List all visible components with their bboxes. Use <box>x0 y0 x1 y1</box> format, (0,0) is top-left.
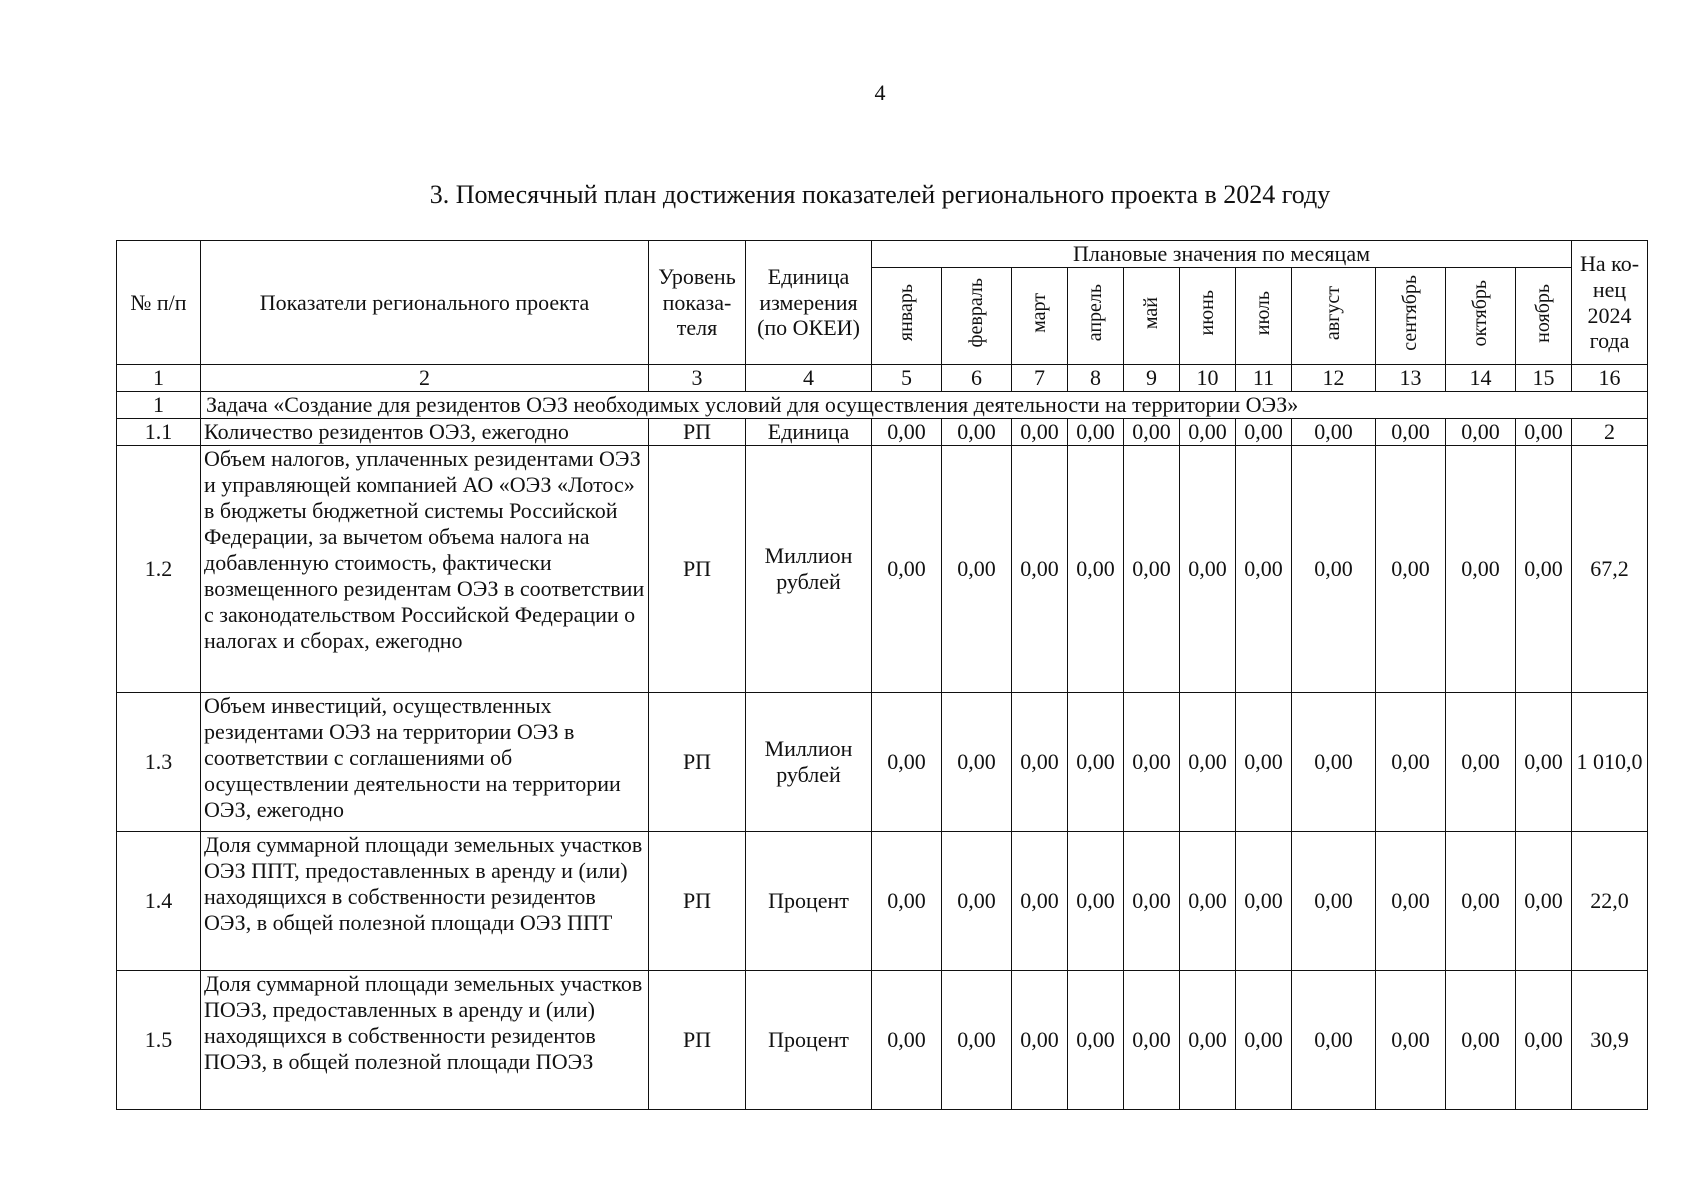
month-value: 0,00 <box>1012 971 1068 1110</box>
column-number: 2 <box>201 365 649 392</box>
indicator-level: РП <box>649 446 746 693</box>
month-value: 0,00 <box>1516 446 1572 693</box>
month-value: 0,00 <box>1236 419 1292 446</box>
indicator-unit: Процент <box>746 832 872 971</box>
month-value: 0,00 <box>1292 971 1376 1110</box>
month-value: 0,00 <box>872 832 942 971</box>
indicator-unit: Миллион рублей <box>746 446 872 693</box>
task-row <box>117 392 1648 419</box>
table-row <box>117 446 1648 693</box>
indicator-unit: Процент <box>746 971 872 1110</box>
column-number: 10 <box>1180 365 1236 392</box>
month-value: 0,00 <box>1446 832 1516 971</box>
month-value: 0,00 <box>1180 693 1236 832</box>
month-value: 0,00 <box>942 971 1012 1110</box>
month-value: 0,00 <box>1516 419 1572 446</box>
task-num: 1 <box>117 392 201 419</box>
indicator-name: Объем налогов, уплаченных резидентами ОЭЗ и управляющей компанией АО «ОЭЗ «Лотос» в бюджеты бюджетной системы Российской Федерации, за вычетом объема налога на добавленную стоимость, фактически возмещенного резидентам ОЭЗ в соответствии с законодательством Российской Федерации о налогах и сборах, ежегодно <box>201 446 649 693</box>
indicator-level: РП <box>649 693 746 832</box>
column-number: 11 <box>1236 365 1292 392</box>
header-end-of-year: На ко-нец 2024 года <box>1572 241 1648 365</box>
month-value: 0,00 <box>1124 971 1180 1110</box>
column-number: 4 <box>746 365 872 392</box>
month-header: февраль <box>942 268 1012 365</box>
end-of-year-value: 67,2 <box>1572 446 1648 693</box>
column-number: 6 <box>942 365 1012 392</box>
month-value: 0,00 <box>1376 693 1446 832</box>
month-value: 0,00 <box>1236 832 1292 971</box>
month-header: октябрь <box>1446 268 1516 365</box>
month-value: 0,00 <box>1180 971 1236 1110</box>
month-value: 0,00 <box>1236 971 1292 1110</box>
indicator-name: Объем инвестиций, осуществленных резидентами ОЭЗ на территории ОЭЗ в соответствии с соглашениями об осуществлении деятельности на территории ОЭЗ, ежегодно <box>201 693 649 832</box>
month-value: 0,00 <box>1376 832 1446 971</box>
month-value: 0,00 <box>1068 446 1124 693</box>
month-value: 0,00 <box>1068 971 1124 1110</box>
row-num: 1.2 <box>117 446 201 693</box>
month-value: 0,00 <box>1124 832 1180 971</box>
month-value: 0,00 <box>1012 446 1068 693</box>
row-num: 1.5 <box>117 971 201 1110</box>
month-header: май <box>1124 268 1180 365</box>
header-level: Уровень показа-теля <box>649 241 746 365</box>
month-value: 0,00 <box>1446 971 1516 1110</box>
indicator-name: Количество резидентов ОЭЗ, ежегодно <box>201 419 649 446</box>
month-header: сентябрь <box>1376 268 1446 365</box>
row-num: 1.1 <box>117 419 201 446</box>
end-of-year-value: 2 <box>1572 419 1648 446</box>
column-number: 8 <box>1068 365 1124 392</box>
month-value: 0,00 <box>1292 832 1376 971</box>
month-value: 0,00 <box>1180 832 1236 971</box>
column-number: 16 <box>1572 365 1648 392</box>
column-number: 14 <box>1446 365 1516 392</box>
month-value: 0,00 <box>1068 693 1124 832</box>
page-title: 3. Помесячный план достижения показателей регионального проекта в 2024 году <box>429 180 1331 209</box>
column-number-row <box>117 365 1648 392</box>
month-value: 0,00 <box>872 693 942 832</box>
month-value: 0,00 <box>1180 419 1236 446</box>
end-of-year-value: 1 010,0 <box>1572 693 1648 832</box>
indicator-level: РП <box>649 832 746 971</box>
column-number: 9 <box>1124 365 1180 392</box>
column-number: 15 <box>1516 365 1572 392</box>
column-number: 5 <box>872 365 942 392</box>
header-plan-group: Плановые значения по месяцам <box>872 241 1572 268</box>
indicator-level: РП <box>649 971 746 1110</box>
month-value: 0,00 <box>1012 419 1068 446</box>
month-value: 0,00 <box>1124 693 1180 832</box>
column-number: 7 <box>1012 365 1068 392</box>
table-row <box>117 971 1648 1110</box>
month-value: 0,00 <box>1068 419 1124 446</box>
month-value: 0,00 <box>872 419 942 446</box>
indicator-unit: Единица <box>746 419 872 446</box>
month-header: апрель <box>1068 268 1124 365</box>
month-value: 0,00 <box>872 446 942 693</box>
month-value: 0,00 <box>1012 693 1068 832</box>
task-text: Задача «Создание для резидентов ОЭЗ необходимых условий для осуществления деятельности на территории ОЭЗ» <box>201 392 1648 419</box>
row-num: 1.3 <box>117 693 201 832</box>
month-header: июнь <box>1180 268 1236 365</box>
month-value: 0,00 <box>1376 971 1446 1110</box>
header-num: № п/п <box>117 241 201 365</box>
month-value: 0,00 <box>1292 446 1376 693</box>
row-num: 1.4 <box>117 832 201 971</box>
month-header: январь <box>872 268 942 365</box>
month-value: 0,00 <box>942 446 1012 693</box>
month-value: 0,00 <box>872 971 942 1110</box>
month-value: 0,00 <box>942 419 1012 446</box>
month-value: 0,00 <box>1124 419 1180 446</box>
indicator-unit: Миллион рублей <box>746 693 872 832</box>
month-value: 0,00 <box>1446 419 1516 446</box>
month-value: 0,00 <box>1292 419 1376 446</box>
month-value: 0,00 <box>1376 419 1446 446</box>
page-number: 4 <box>874 80 886 105</box>
month-value: 0,00 <box>1236 446 1292 693</box>
plan-table <box>116 240 1648 1110</box>
month-value: 0,00 <box>1012 832 1068 971</box>
month-header: март <box>1012 268 1068 365</box>
month-value: 0,00 <box>1124 446 1180 693</box>
table-row <box>117 419 1648 446</box>
month-value: 0,00 <box>1446 446 1516 693</box>
indicator-name: Доля суммарной площади земельных участков ОЭЗ ППТ, предоставленных в аренду и (или) находящихся в собственности резидентов ОЭЗ, в общей полезной площади ОЭЗ ППТ <box>201 832 649 971</box>
column-number: 13 <box>1376 365 1446 392</box>
table-row <box>117 832 1648 971</box>
month-header: август <box>1292 268 1376 365</box>
month-value: 0,00 <box>1516 693 1572 832</box>
month-value: 0,00 <box>1236 693 1292 832</box>
month-value: 0,00 <box>1446 693 1516 832</box>
column-number: 1 <box>117 365 201 392</box>
month-value: 0,00 <box>942 693 1012 832</box>
column-number: 3 <box>649 365 746 392</box>
header-unit: Единица измерения (по ОКЕИ) <box>746 241 872 365</box>
month-header: ноябрь <box>1516 268 1572 365</box>
table-row <box>117 693 1648 832</box>
header-indicator: Показатели регионального проекта <box>201 241 649 365</box>
column-number: 12 <box>1292 365 1376 392</box>
indicator-level: РП <box>649 419 746 446</box>
end-of-year-value: 30,9 <box>1572 971 1648 1110</box>
indicator-name: Доля суммарной площади земельных участков ПОЭЗ, предоставленных в аренду и (или) находящихся в собственности резидентов ПОЭЗ, в общей полезной площади ПОЭЗ <box>201 971 649 1110</box>
month-value: 0,00 <box>942 832 1012 971</box>
month-value: 0,00 <box>1180 446 1236 693</box>
end-of-year-value: 22,0 <box>1572 832 1648 971</box>
month-value: 0,00 <box>1376 446 1446 693</box>
month-value: 0,00 <box>1068 832 1124 971</box>
month-value: 0,00 <box>1516 832 1572 971</box>
month-value: 0,00 <box>1516 971 1572 1110</box>
month-header: июль <box>1236 268 1292 365</box>
month-value: 0,00 <box>1292 693 1376 832</box>
